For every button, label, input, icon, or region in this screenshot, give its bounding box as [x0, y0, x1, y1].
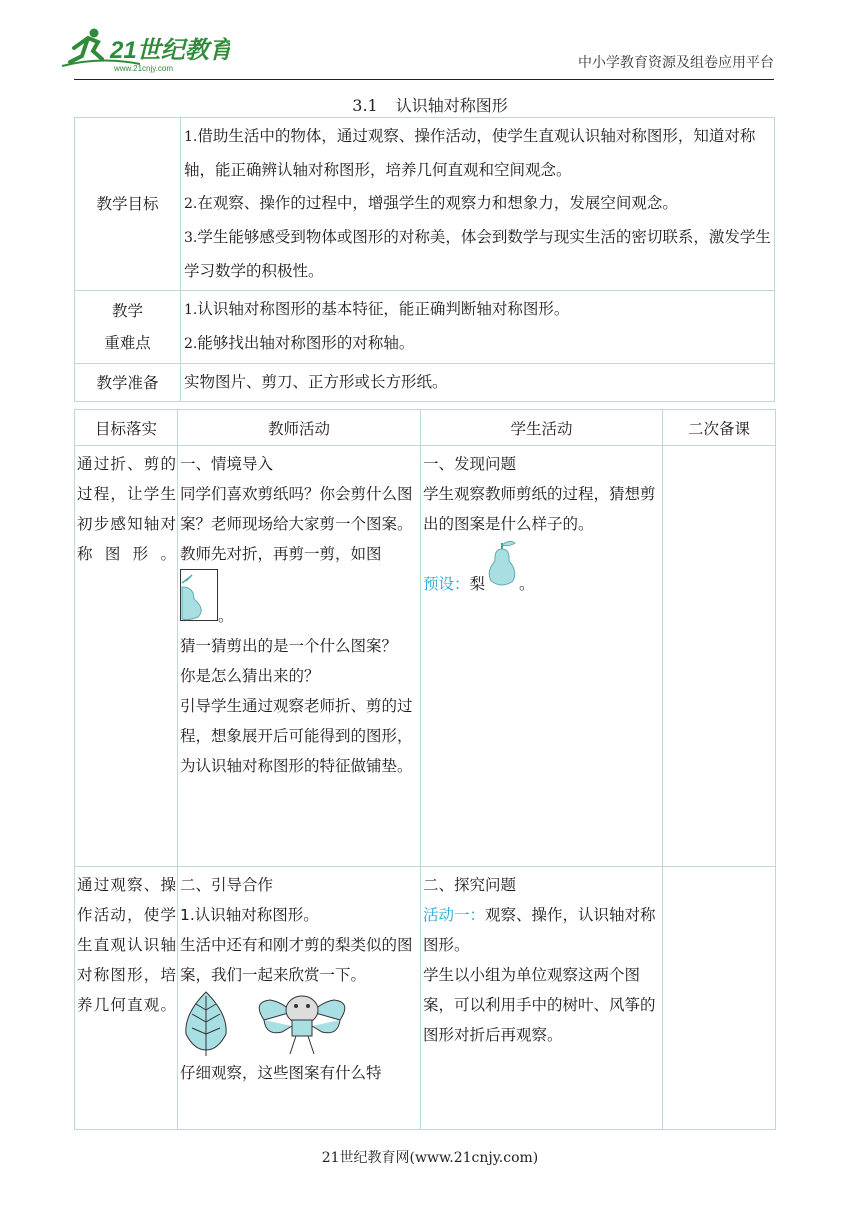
page-footer: 21世纪教育网(www.21cnjy.com)	[321, 1150, 539, 1166]
platform-name: 中小学教育资源及组卷应用平台	[578, 55, 774, 71]
student-cell-row2: 二、探究问题 活动一：观察、操作，认识轴对称图形。 学生以小组为单位观察这两个图案，可以利用手中的树叶、风筝的图形对折后再观察。	[421, 867, 663, 1130]
key-points-label: 教学 重难点	[75, 291, 181, 364]
goal-item: 1.借助生活中的物体，通过观察、操作活动，使学生直观认识轴对称图形，知道对称轴，能正确辨认轴对称图形，培养几何直观和空间观念。	[184, 127, 756, 179]
title-text: 认识轴对称图形	[395, 96, 508, 115]
title-number: 3.1	[352, 96, 378, 115]
pear-figure	[485, 539, 519, 599]
goal-item: 3.学生能够感受到物体或图形的对称美，体会到数学与现实生活的密切联系，激发学生学习数学的积极性。	[184, 228, 771, 280]
preset-label: 预设：	[423, 575, 470, 593]
col-header-goal: 目标落实	[75, 410, 178, 446]
goal-cell-row2: 通过观察、操作活动，使学生直观认识轴对称图形，培养几何直观。	[75, 867, 178, 1130]
col-header-student: 学生活动	[421, 410, 663, 446]
header-divider	[74, 79, 774, 80]
kite-icon	[259, 996, 345, 1054]
notes-cell-row1	[663, 446, 776, 867]
objectives-table	[74, 117, 775, 402]
key-item: 1.认识轴对称图形的基本特征，能正确判断轴对称图形。	[184, 300, 570, 318]
leaf-icon	[186, 992, 226, 1056]
goal-cell-row1: 通过折、剪的过程，让学生初步感知轴对称图形。	[75, 446, 178, 867]
student-cell-row1: 一、发现问题 学生观察教师剪纸的过程，猜想剪出的图案是什么样子的。 预设：梨 。	[421, 446, 663, 867]
site-logo	[60, 26, 230, 74]
prep-cell: 实物图片、剪刀、正方形或长方形纸。	[181, 364, 775, 402]
teacher-cell-row2: 二、引导合作 1.认识轴对称图形。 生活中还有和刚才剪的梨类似的图案，我们一起来欣赏一下。 仔细观察，这些图案有什么特	[178, 867, 421, 1130]
key-points-cell	[181, 291, 775, 364]
notes-cell-row2	[663, 867, 776, 1130]
teacher-cell-row1: 一、情境导入 同学们喜欢剪纸吗？你会剪什么图案？老师现场给大家剪一个图案。 教师先对折，再剪一剪，如图。 猜一猜剪出的是一个什么图案？ 你是怎么猜出来的？ 引导学生通过观察老师折、剪的过程，想象展开后可能得到的图形，为认识轴对称图形的特征做铺垫。	[178, 446, 421, 867]
goal-item: 2.在观察、操作的过程中，增强学生的观察力和想象力，发展空间观念。	[184, 194, 678, 212]
prep-label: 教学准备	[75, 364, 181, 402]
key-item: 2.能够找出轴对称图形的对称轴。	[184, 334, 415, 352]
svg-text:www.21cnjy.com: www.21cnjy.com	[114, 64, 173, 73]
folded-pear-figure	[180, 569, 218, 631]
goal-label: 教学目标	[75, 118, 181, 291]
goal-cell	[181, 118, 775, 291]
activity-label: 活动一：	[423, 906, 486, 924]
activity-table	[74, 409, 776, 1130]
leaf-kite-figures	[180, 990, 419, 1058]
col-header-notes: 二次备课	[663, 410, 776, 446]
col-header-teacher: 教师活动	[178, 410, 421, 446]
svg-text:21世纪教育: 21世纪教育	[110, 37, 230, 64]
page-title	[0, 93, 860, 116]
